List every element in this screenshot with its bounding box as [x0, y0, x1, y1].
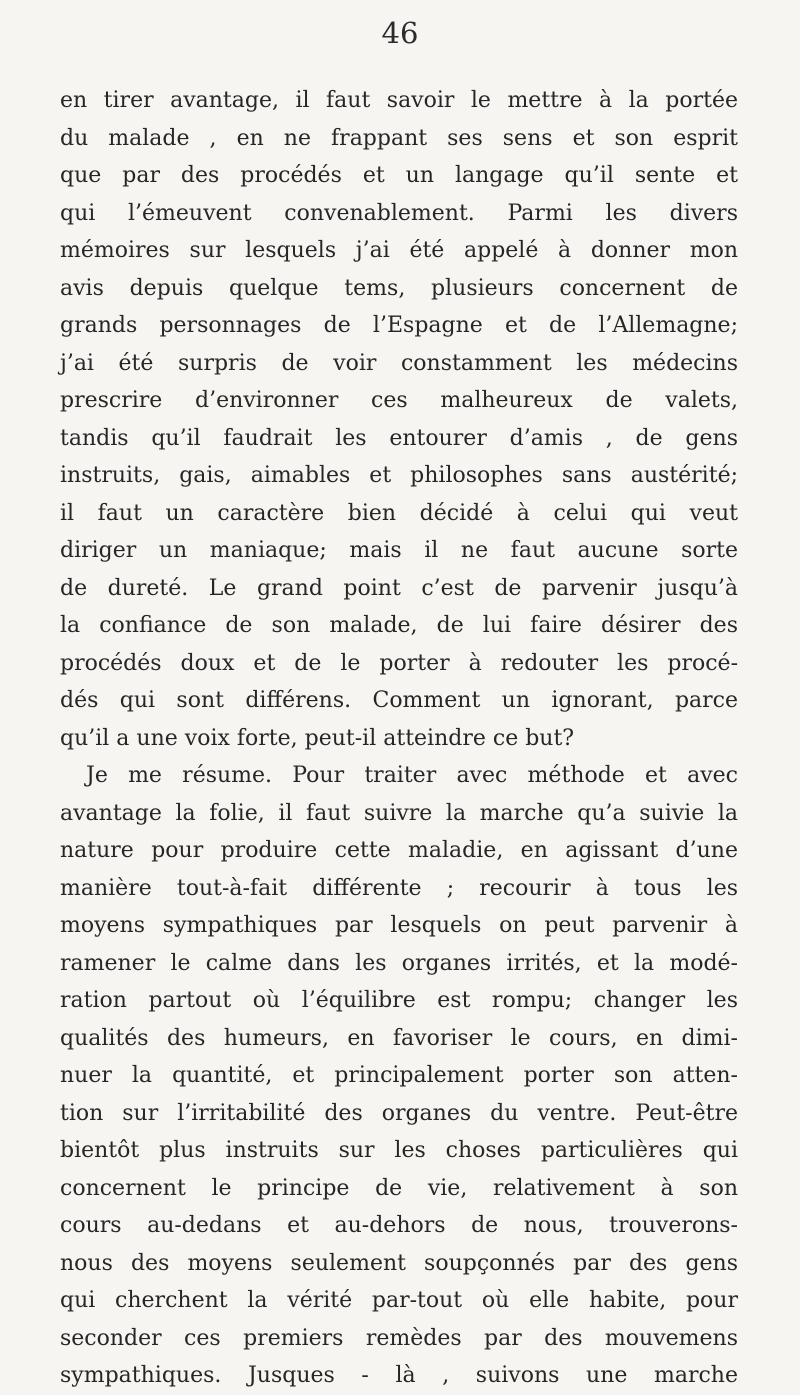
- text-line: nous des moyens seulement soupçonnés par des gens: [60, 1250, 738, 1276]
- text-line: ramener le calme dans les organes irrités, et la modé-: [60, 950, 738, 976]
- text-line: seconder ces premiers remèdes par des mouvemens: [60, 1325, 738, 1351]
- text-line: j’ai été surpris de voir constamment les médecins: [60, 350, 738, 376]
- text-line: procédés doux et de le porter à redouter les procé-: [60, 650, 738, 676]
- paragraph-start-line: Je me résume. Pour traiter avec méthode et avec: [86, 763, 738, 788]
- text-line: ration partout où l’équilibre est rompu; changer les: [60, 988, 738, 1013]
- text-line: avis depuis quelque tems, plusieurs concernent de: [60, 275, 738, 301]
- text-line: du malade , en ne frappant ses sens et son esprit: [60, 125, 738, 151]
- text-line: qui l’émeuvent convenablement. Parmi les divers: [60, 200, 738, 226]
- page-number: 46: [381, 16, 419, 50]
- text-line: tion sur l’irritabilité des organes du ventre. Peut-être: [60, 1100, 738, 1126]
- text-line: bientôt plus instruits sur les choses particulières qui: [60, 1138, 738, 1163]
- text-line: dés qui sont différens. Comment un ignorant, parce: [60, 688, 738, 713]
- text-line: concernent le principe de vie, relativement à son: [60, 1175, 738, 1201]
- text-line: mémoires sur lesquels j’ai été appelé à donner mon: [60, 238, 738, 263]
- text-line: qu’il a une voix forte, peut-il atteindre ce but?: [60, 725, 575, 751]
- text-line: cours au-dedans et au-dehors de nous, trouverons-: [60, 1213, 738, 1238]
- text-line: sympathiques. Jusques - là , suivons une marche: [60, 1363, 738, 1388]
- text-line: qui cherchent la vérité par-tout où elle habite, pour: [60, 1288, 738, 1313]
- text-line: qualités des humeurs, en favoriser le cours, en dimi-: [60, 1025, 738, 1051]
- text-line: la confiance de son malade, de lui faire désirer des: [60, 613, 738, 638]
- text-line: manière tout-à-fait différente ; recourir à tous les: [60, 875, 738, 901]
- text-line: en tirer avantage, il faut savoir le mettre à la portée: [60, 88, 738, 113]
- text-line: tandis qu’il faudrait les entourer d’amis , de gens: [60, 425, 738, 451]
- text-line: nature pour produire cette maladie, en agissant d’une: [60, 838, 738, 863]
- text-line: grands personnages de l’Espagne et de l’Allemagne;: [60, 313, 738, 338]
- text-line: diriger un maniaque; mais il ne faut aucune sorte: [60, 538, 738, 563]
- body-text: [60, 82, 738, 1395]
- text-line: il faut un caractère bien décidé à celui qui veut: [60, 500, 738, 526]
- text-line: instruits, gais, aimables et philosophes sans austérité;: [60, 463, 738, 488]
- text-line: de dureté. Le grand point c’est de parvenir jusqu’à: [60, 575, 738, 601]
- text-line: moyens sympathiques par lesquels on peut parvenir à: [60, 913, 738, 938]
- text-line: avantage la folie, il faut suivre la marche qu’a suivie la: [60, 800, 738, 826]
- text-line: prescrire d’environner ces malheureux de valets,: [60, 388, 738, 413]
- text-line: nuer la quantité, et principalement porter son atten-: [60, 1063, 738, 1088]
- text-line: que par des procédés et un langage qu’il sente et: [60, 163, 738, 188]
